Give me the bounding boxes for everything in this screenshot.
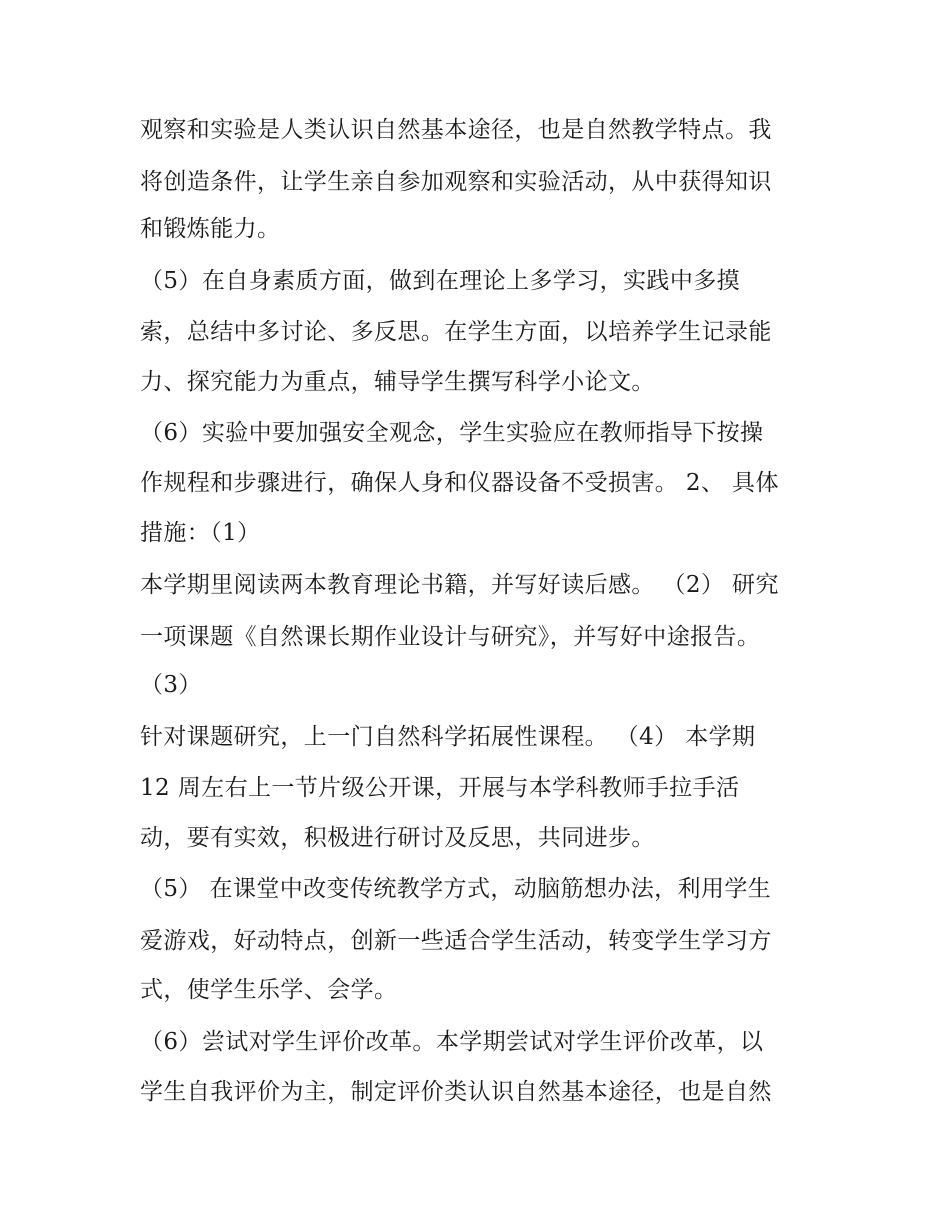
text-line: 措施：（1） — [140, 520, 261, 546]
text-line: 式，使学生乐学、会学。 — [140, 977, 398, 1003]
text-line: （5）在自身素质方面，做到在理论上多学习，实践中多摸 — [140, 268, 741, 294]
text-line: （6）实验中要加强安全观念，学生实验应在教师指导下按操 — [140, 420, 764, 446]
text-line: 动，要有实效，积极进行研讨及反思，共同进步。 — [140, 825, 655, 851]
text-line: 爱游戏，好动特点，创新一些适合学生活动，转变学生学习方 — [140, 928, 772, 954]
text-line: 作规程和步骤进行，确保人身和仪器设备不受损害。 2、 具体 — [140, 470, 779, 496]
text-line: 学生自我评价为主，制定评价类认识自然基本途径，也是自然 — [140, 1079, 772, 1105]
text-line: 观察和实验是人类认识自然基本途径，也是自然教学特点。我 — [140, 117, 772, 143]
text-line: 和锻炼能力。 — [140, 216, 281, 242]
text-line: 将创造条件，让学生亲自参加观察和实验活动，从中获得知识 — [140, 169, 772, 195]
text-line: （6）尝试对学生评价改革。本学期尝试对学生评价改革，以 — [140, 1029, 764, 1055]
text-line: （5） 在课堂中改变传统教学方式，动脑筋想办法，利用学生 — [140, 876, 772, 902]
text-line: 针对课题研究，上一门自然科学拓展性课程。 （4） 本学期 — [140, 724, 756, 750]
text-line: 本学期里阅读两本教育理论书籍，并写好读后感。 （2） 研究 — [140, 572, 779, 598]
text-line: （3） — [140, 672, 202, 698]
text-line: 索，总结中多讨论、多反思。在学生方面，以培养学生记录能 — [140, 319, 772, 345]
text-line: 12 周左右上一节片级公开课，开展与本学科教师手拉手活 — [140, 775, 740, 801]
text-line: 一项课题《自然课长期作业设计与研究》，并写好中途报告。 — [140, 624, 761, 650]
text-line: 力、探究能力为重点，辅导学生撰写科学小论文。 — [140, 369, 655, 395]
